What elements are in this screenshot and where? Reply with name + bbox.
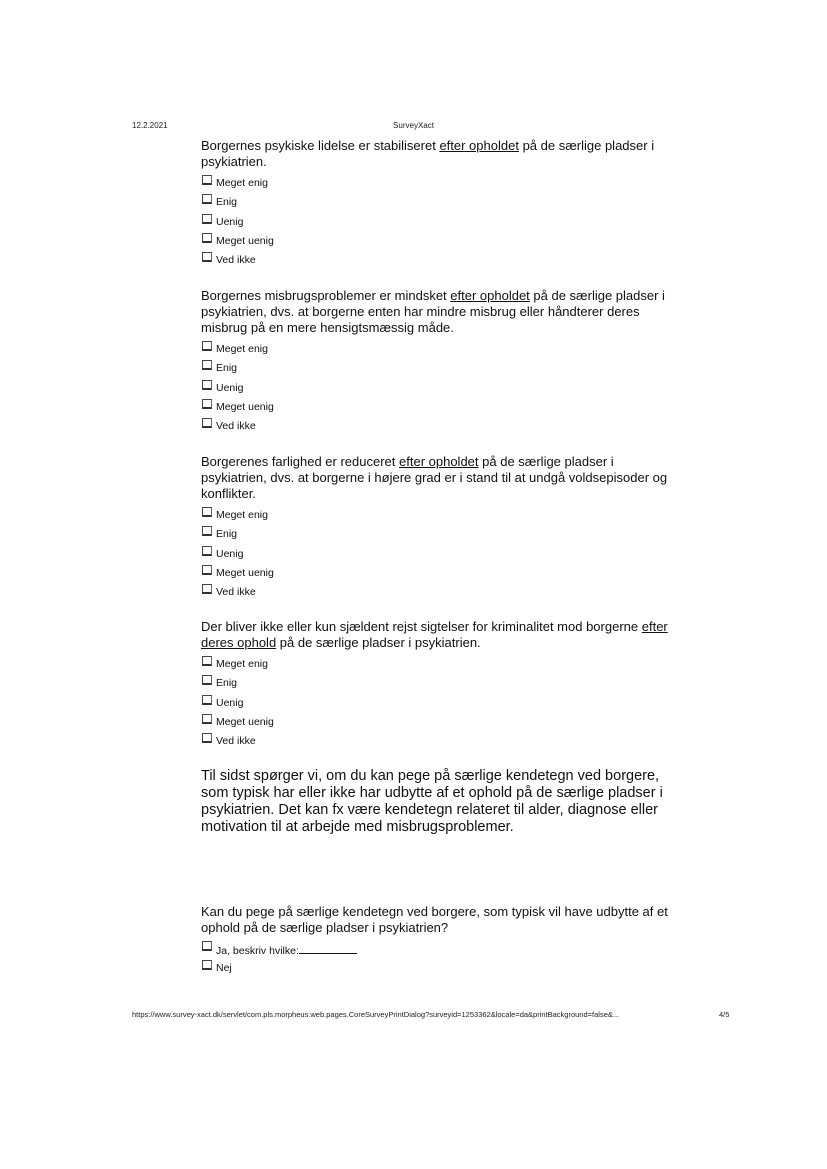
question-1 [201, 138, 671, 271]
option-label: Enig [216, 528, 238, 541]
checkbox[interactable] [202, 194, 212, 204]
checkbox[interactable] [202, 175, 212, 185]
option-enig[interactable] [201, 675, 671, 694]
option-label: Uenig [216, 696, 244, 709]
checkbox[interactable] [202, 214, 212, 224]
checkbox[interactable] [202, 526, 212, 536]
checkbox[interactable] [202, 418, 212, 428]
question-text-pre: Borgernes misbrugsproblemer er mindsket [201, 288, 451, 303]
question-2 [201, 288, 671, 437]
question-text-post: på de særlige pladser i psykiatrien, dvs. at borgerne enten har mindre misbrug eller håndterer deres misbrug på en mere hensigtsmæssig måde. [201, 288, 665, 335]
question-text-emphasis: efter opholdet [399, 454, 479, 469]
question-text-post: på de særlige pladser i psykiatrien, dvs. at borgerne i højere grad er i stand til at undgå voldsepisoder og konflikter. [201, 454, 668, 501]
question-text-pre: Der bliver ikke eller kun sjældent rejst sigtelser for kriminalitet mod borgerne [201, 619, 642, 634]
checkbox[interactable] [202, 380, 212, 390]
page-number: 4/5 [719, 1010, 730, 1019]
question-3 [201, 454, 671, 603]
option-label: Meget enig [216, 343, 268, 355]
option-uenig[interactable] [201, 546, 671, 565]
option-label: Uenig [216, 547, 244, 560]
checkbox[interactable] [202, 695, 212, 705]
option-label: Meget uenig [216, 715, 274, 728]
option-label: Meget uenig [216, 566, 274, 579]
checkbox[interactable] [202, 656, 212, 666]
question-text-pre: Borgerenes farlighed er reduceret [201, 454, 400, 469]
option-label-text: Ja, beskriv hvilke: [216, 945, 299, 957]
checkbox[interactable] [202, 675, 212, 685]
question-text [201, 288, 671, 336]
checkbox[interactable] [202, 360, 212, 370]
checkbox[interactable] [202, 399, 212, 409]
print-date: 12.2.2021 [132, 121, 168, 130]
question-4 [201, 619, 671, 752]
print-url: https://www.survey-xact.dk/servlet/com.pls.morpheus.web.pages.CoreSurveyPrintDialog?surveyid=1253362&locale=da&printBackground=false&... [132, 1010, 620, 1019]
checkbox[interactable] [202, 507, 212, 517]
option-label: Uenig [216, 215, 244, 228]
checkbox[interactable] [202, 733, 212, 743]
option-meget-enig[interactable] [201, 341, 671, 360]
checkbox[interactable] [202, 341, 212, 351]
option-meget-uenig[interactable] [201, 399, 671, 418]
option-ved-ikke[interactable] [201, 584, 671, 603]
question-text-post: på de særlige pladser i psykiatrien. [276, 635, 481, 650]
option-uenig[interactable] [201, 695, 671, 714]
option-ja[interactable] [201, 941, 671, 960]
checkbox[interactable] [202, 252, 212, 262]
option-meget-enig[interactable] [201, 656, 671, 675]
checkbox[interactable] [202, 584, 212, 594]
option-ved-ikke[interactable] [201, 252, 671, 271]
option-uenig[interactable] [201, 214, 671, 233]
question-text-pre: Borgernes psykiske lidelse er stabiliseret [201, 138, 440, 153]
option-label: Meget enig [216, 509, 268, 521]
option-label: Ved ikke [216, 586, 256, 599]
option-label: Meget uenig [216, 400, 274, 413]
option-label: Meget enig [216, 177, 268, 189]
option-label: Ved ikke [216, 420, 256, 433]
checkbox[interactable] [202, 546, 212, 556]
option-ved-ikke[interactable] [201, 733, 671, 752]
question-text-emphasis: efter deres ophold [201, 619, 668, 650]
question-text [201, 454, 671, 502]
free-text-field[interactable] [299, 943, 357, 954]
option-enig[interactable] [201, 526, 671, 545]
checkbox[interactable] [202, 565, 212, 575]
checkbox[interactable] [202, 941, 212, 951]
option-label: Meget uenig [216, 234, 274, 247]
option-meget-uenig[interactable] [201, 233, 671, 252]
option-label: Enig [216, 677, 238, 690]
option-enig[interactable] [201, 194, 671, 213]
option-label: Ved ikke [216, 254, 256, 267]
option-label: Uenig [216, 381, 244, 394]
option-label: Ved ikke [216, 735, 256, 748]
question-text-emphasis: efter opholdet [439, 138, 519, 153]
option-label: Enig [216, 362, 238, 375]
option-meget-enig[interactable] [201, 507, 671, 526]
question-text [201, 138, 671, 170]
option-meget-uenig[interactable] [201, 714, 671, 733]
option-meget-uenig[interactable] [201, 565, 671, 584]
option-label: Nej [216, 962, 232, 975]
option-label: Meget enig [216, 658, 268, 670]
checkbox[interactable] [202, 714, 212, 724]
print-title: SurveyXact [393, 121, 434, 130]
option-label: Enig [216, 196, 238, 209]
option-meget-enig[interactable] [201, 175, 671, 194]
question-text-emphasis: efter opholdet [450, 288, 530, 303]
question-text: Kan du pege på særlige kendetegn ved borgere, som typisk vil have udbytte af et ophold på de særlige pladser i psykiatrien? [201, 904, 668, 935]
intro-paragraph: Til sidst spørger vi, om du kan pege på særlige kendetegn ved borgere, som typisk har eller ikke har udbytte af et ophold på de særlige pladser i psykiatrien. Det kan fx være kendetegn relateret til alder, diagnose eller motivation til at arbejde med misbrugsproblemer. [201, 768, 663, 835]
option-label [216, 943, 357, 957]
option-ved-ikke[interactable] [201, 418, 671, 437]
option-nej[interactable] [201, 960, 671, 979]
checkbox[interactable] [202, 960, 212, 970]
question-text [201, 619, 671, 651]
question-5 [201, 904, 671, 980]
option-uenig[interactable] [201, 380, 671, 399]
option-enig[interactable] [201, 360, 671, 379]
checkbox[interactable] [202, 233, 212, 243]
question-text-post: på de særlige pladser i psykiatrien. [201, 138, 655, 169]
